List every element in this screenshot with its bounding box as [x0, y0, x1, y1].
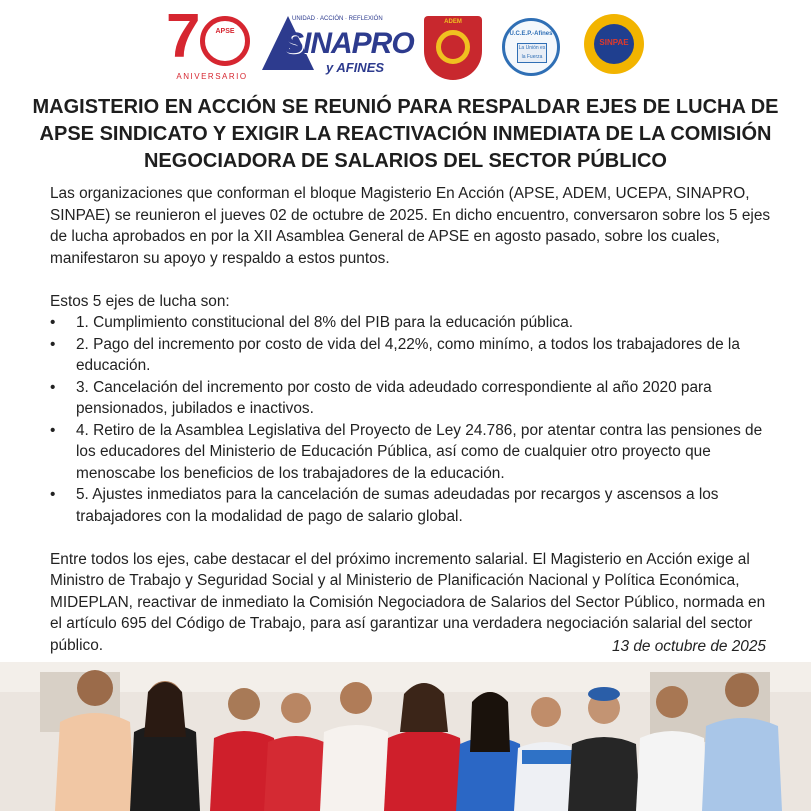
axis-text: 2. Pago del incremento por costo de vida del 4,22%, como minímo, a todos los trabajadores de la educación. [76, 335, 740, 374]
closing-paragraph: Entre todos los ejes, cabe destacar el del próximo incremento salarial. El Magisterio en Acción exige al Ministro de Trabajo y Seguridad Social y al Ministerio de Planificación Nacional y Política Económica, MIDEPLAN, reactivar de inmediato la Comisión Negociadora de Salarios del Sector Público, normada en el artículo 695 del Código de Trabajo, para así garantizar una verdadera negociación salarial del sector público. [50, 550, 766, 654]
axis-text: 3. Cancelación del incremento por costo de vida adeudado correspondiente al año 2020 para pensionados, jubilados e inactivos. [76, 378, 712, 417]
article-body [50, 183, 774, 656]
shield-ring [436, 30, 470, 64]
axis-text: 5. Ajustes inmediatos para la cancelación de sumas adeudadas por recargos y ascensos a los trabajadores con la modalidad de pago de salario global. [76, 486, 719, 525]
spacer [50, 527, 774, 549]
intro-paragraph: Las organizaciones que conforman el bloque Magisterio En Acción (APSE, ADEM, UCEPA, SINAPRO, SINPAE) se reunieron el jueves 02 de octubre de 2025. En dicho encuentro, conversaron sobre los 5 ejes de lucha aprobados en por la XII Asamblea General de APSE en agosto pasado, sobre los cuales, manifestaron su apoyo y respaldo a estos puntos. [50, 185, 771, 267]
bullet-icon: • [50, 421, 56, 439]
bullet-icon: • [50, 378, 56, 396]
bullet-icon: • [50, 486, 56, 503]
bullet-icon: • [50, 335, 56, 353]
bullet-icon: • [50, 314, 56, 331]
shield-icon [424, 16, 482, 80]
sinpae-seal-icon [584, 14, 644, 74]
list-item [50, 484, 774, 527]
headline: MAGISTERIO EN ACCIÓN SE REUNIÓ PARA RESPALDAR EJES DE LUCHA DE APSE SINDICATO Y EXIGIR LA REACTIVACIÓN INMEDIATA DE LA COMISIÓN NEGOCIADORA DE SALARIOS DEL SECTOR PÚBLICO [32, 96, 779, 172]
ucepa-label: U.C.E.P.-Afines [509, 31, 553, 37]
list-item [50, 334, 774, 377]
sinpae-label: SINPAE [599, 38, 629, 47]
apse-70-anniversary-logo [166, 2, 252, 88]
axis-text: 1. Cumplimiento constitucional del 8% del PIB para la educación pública. [76, 314, 574, 331]
sinpae-logo [584, 14, 644, 80]
list-item [50, 312, 774, 334]
ucepa-seal-icon [502, 18, 560, 76]
sinapro-name: SINAPRO [284, 27, 414, 60]
list-intro: Estos 5 ejes de lucha son: [50, 292, 230, 310]
adem-shield-logo [424, 16, 482, 80]
logo-bar [0, 2, 811, 88]
ucepa-motto: La Unión es la Fuerza [517, 43, 547, 63]
sinapro-sub: y AFINES [326, 60, 385, 75]
list-item [50, 377, 774, 420]
list-item [50, 420, 774, 485]
publication-date: 13 de octubre de 2025 [611, 638, 766, 655]
group-photo [0, 662, 811, 811]
seven-digit: 7 [166, 2, 197, 71]
adem-label: ADEM [444, 19, 462, 25]
ucepa-logo [502, 18, 560, 76]
apse-mini-label: APSE [215, 28, 235, 35]
sinapro-tagline: UNIDAD · ACCIÓN · REFLEXIÓN [292, 16, 383, 22]
group-photo-illustration [0, 662, 811, 811]
axis-text: 4. Retiro de la Asamblea Legislativa del Proyecto de Ley 24.786, por atentar contra las pensiones de los educadores del Ministerio de Educación Pública, así como de cualquier otro proyecto que menoscabe los beneficios de los trabajadores de la educación. [76, 421, 763, 482]
sinapro-logo [262, 16, 414, 80]
spacer [50, 269, 774, 291]
anniversary-caption: ANIVERSARIO [176, 72, 248, 81]
people-group [55, 670, 782, 811]
